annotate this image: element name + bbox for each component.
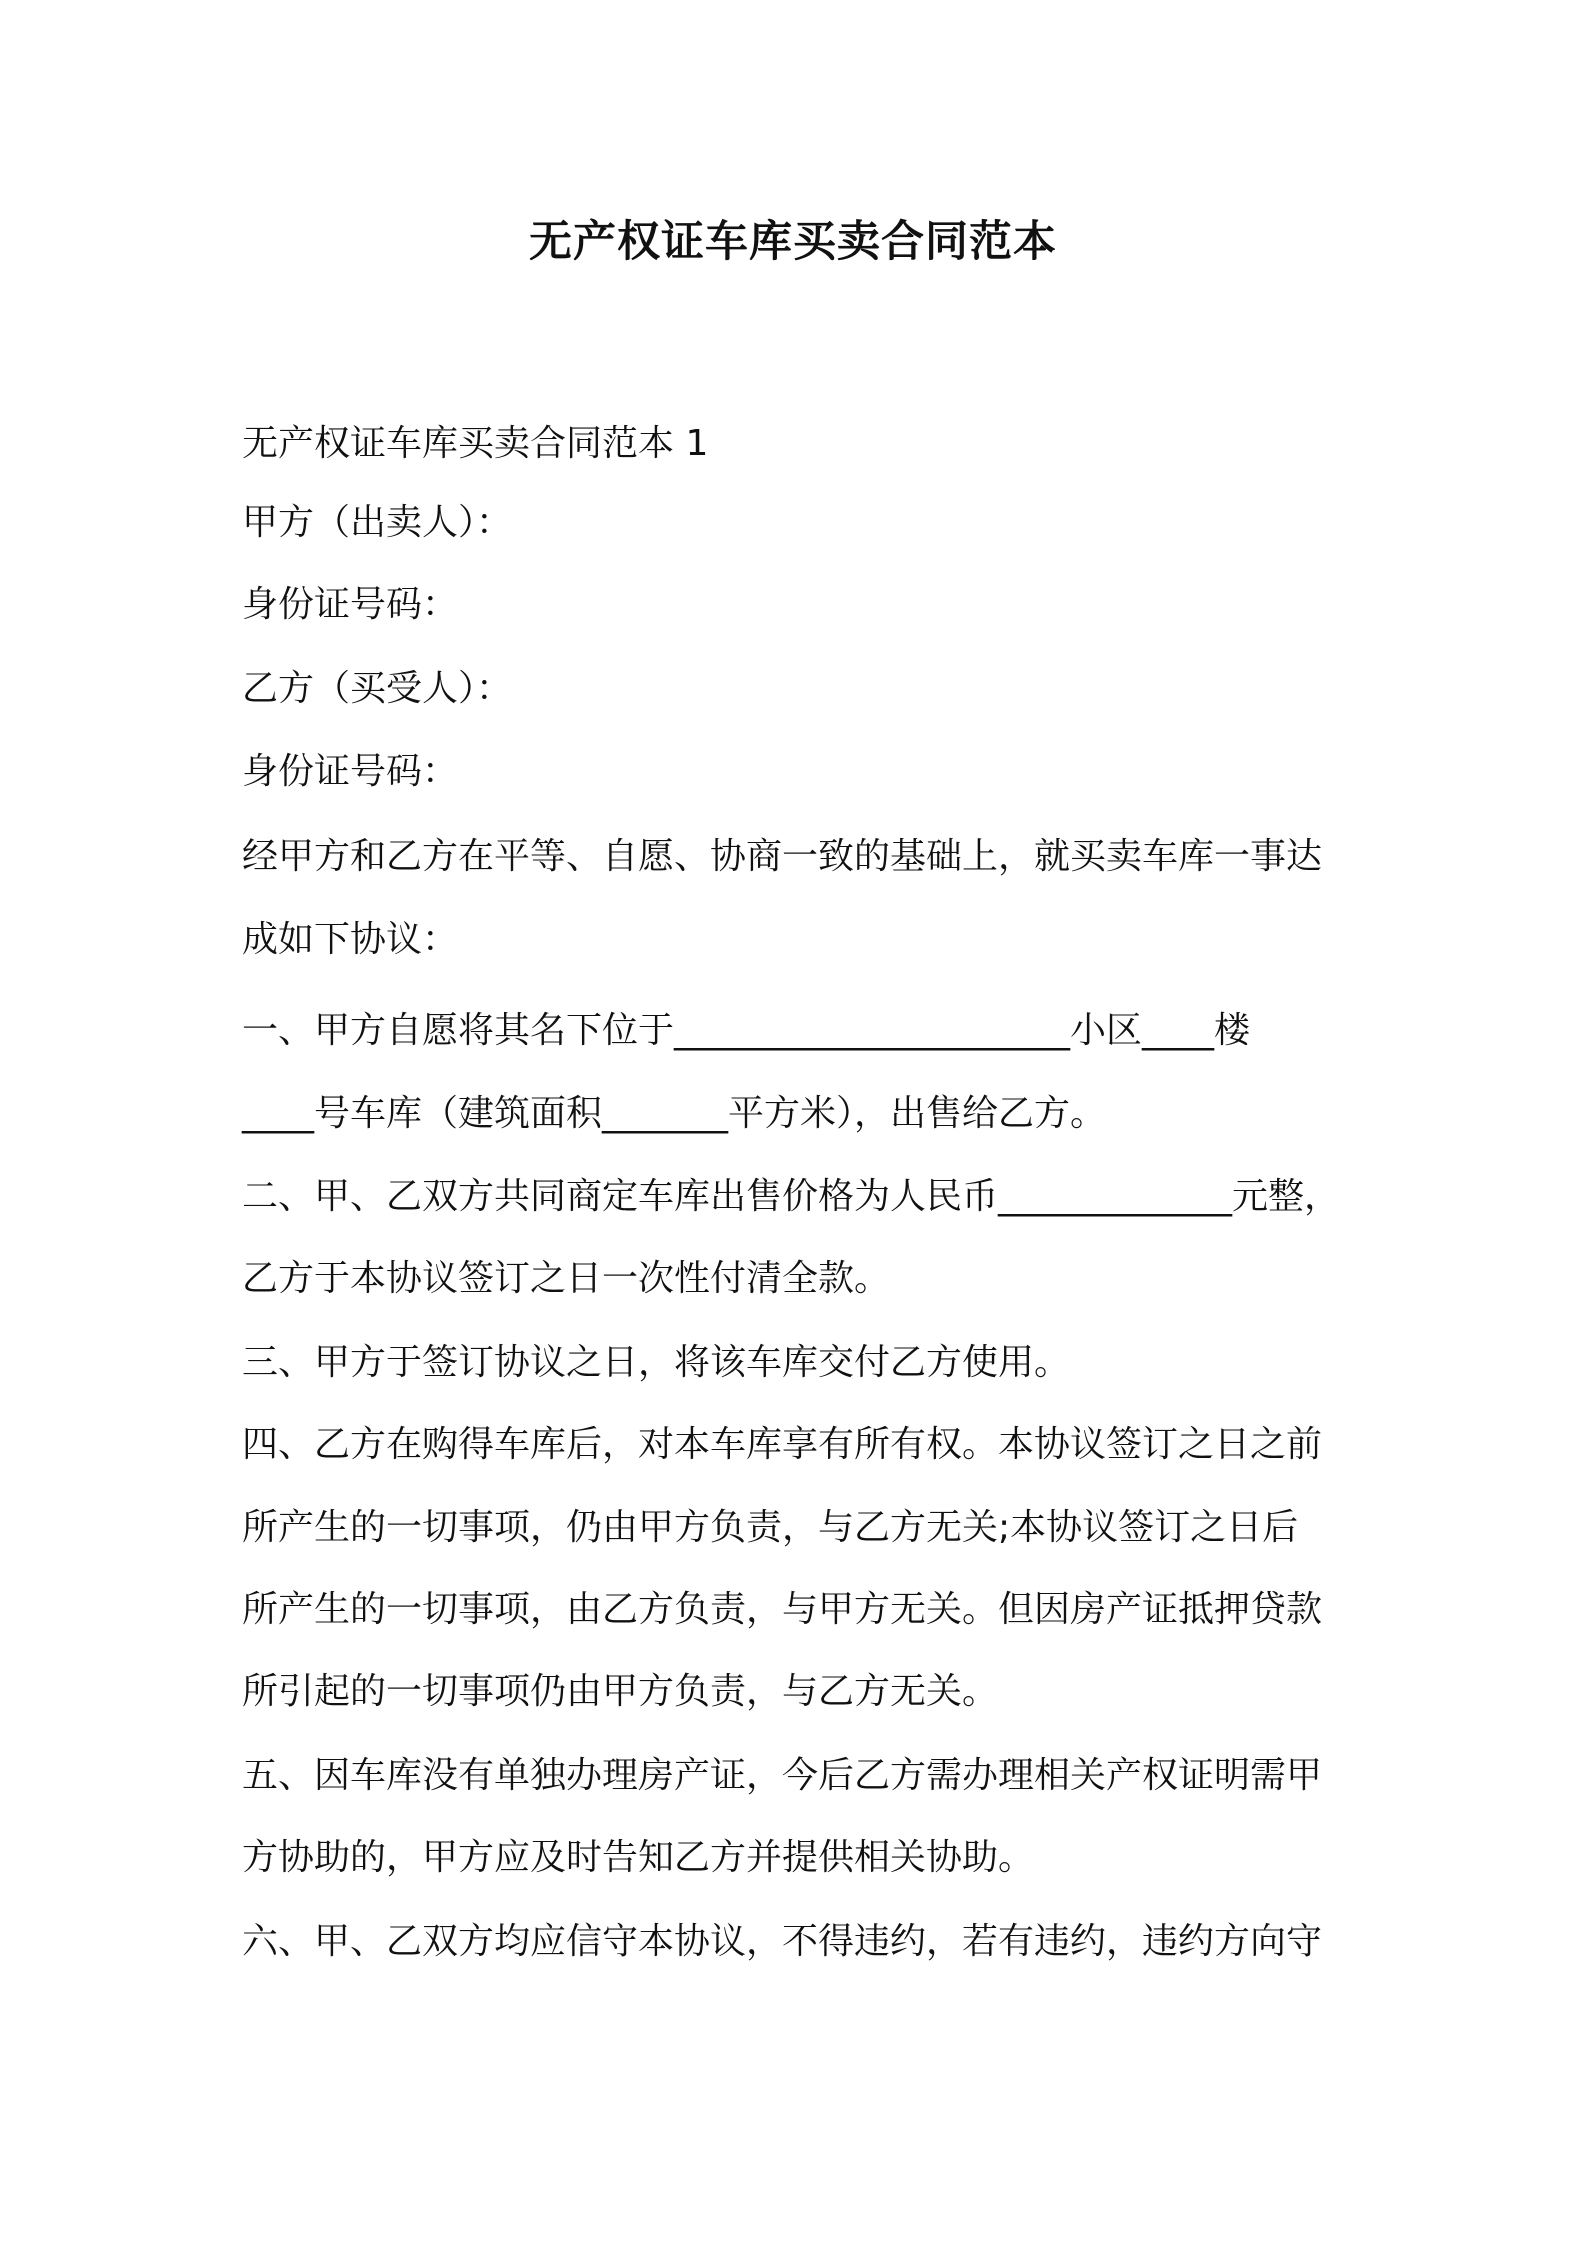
clause-5-line-2: 方协助的，甲方应及时告知乙方并提供相关协助。	[242, 1837, 1035, 1878]
clause-2-line-2: 乙方于本协议签订之日一次性付清全款。	[242, 1258, 891, 1299]
document-title: 无产权证车库买卖合同范本	[529, 217, 1057, 267]
clause-4-line-1: 四、乙方在购得车库后，对本车库享有所有权。本协议签订之日之前	[242, 1424, 1323, 1465]
clause-4-line-2: 所产生的一切事项，仍由甲方负责，与乙方无关;本协议签订之日后	[242, 1507, 1299, 1548]
clause-4-line-3: 所产生的一切事项，由乙方负责，与甲方无关。但因房产证抵押贷款	[242, 1589, 1323, 1630]
clause-5-line-1: 五、因车库没有单独办理房产证，今后乙方需办理相关产权证明需甲	[242, 1755, 1323, 1796]
clause-3-line-1: 三、甲方于签订协议之日，将该车库交付乙方使用。	[242, 1342, 1071, 1383]
clause-6-line-1: 六、甲、乙双方均应信守本协议，不得违约，若有违约，违约方向守	[242, 1921, 1323, 1962]
clause-1-line-1: 一、甲方自愿将其名下位于______________________小区____楼	[242, 1010, 1251, 1051]
preamble-line-1: 经甲方和乙方在平等、自愿、协商一致的基础上，就买卖车库一事达	[242, 836, 1323, 877]
party-a-id-label: 身份证号码：	[242, 584, 459, 625]
party-b-id-label: 身份证号码：	[242, 751, 459, 792]
clause-4-line-4: 所引起的一切事项仍由甲方负责，与乙方无关。	[242, 1671, 999, 1712]
clause-2-line-1: 二、甲、乙双方共同商定车库出售价格为人民币_____________元整，	[242, 1176, 1341, 1217]
subtitle: 无产权证车库买卖合同范本 1	[242, 423, 709, 464]
party-a-label: 甲方（出卖人）：	[242, 502, 513, 543]
clause-1-line-2: ____号车库（建筑面积_______平方米），出售给乙方。	[242, 1093, 1107, 1134]
preamble-line-2: 成如下协议：	[242, 919, 459, 960]
party-b-label: 乙方（买受人）：	[242, 668, 513, 709]
